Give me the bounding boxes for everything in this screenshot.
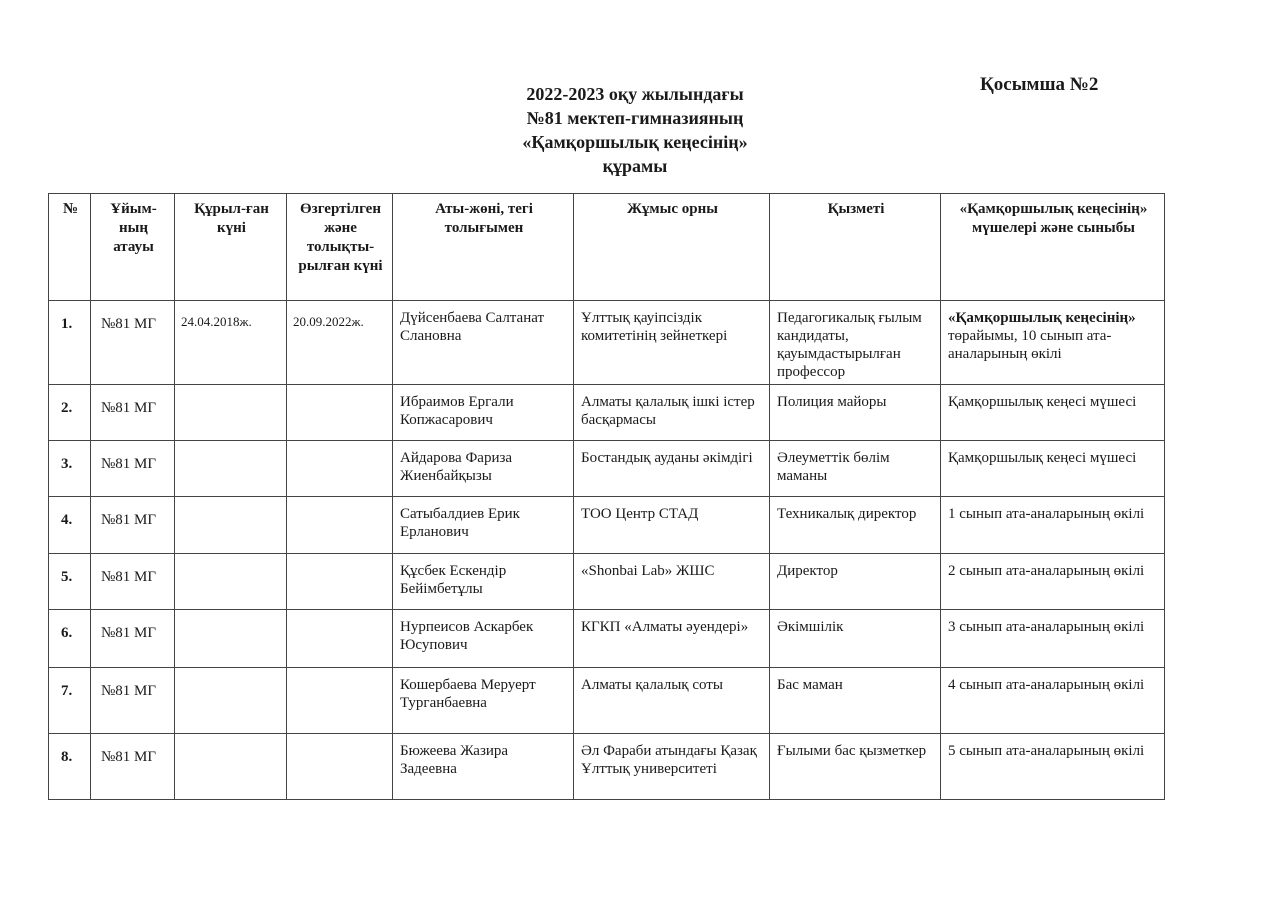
row-number: 2. xyxy=(49,385,91,441)
table-row xyxy=(49,554,1165,610)
row-changed-date xyxy=(287,610,393,668)
row-organization: №81 МГ xyxy=(91,554,175,610)
row-full-name: Нурпеисов Аскарбек Юсупович xyxy=(393,610,574,668)
row-workplace: Алматы қалалық ішкі істер басқармасы xyxy=(574,385,770,441)
row-number: 6. xyxy=(49,610,91,668)
table-row xyxy=(49,441,1165,497)
col-header-changed-date: Өзгертілген және толықты-рылған күні xyxy=(287,194,393,301)
row-organization: №81 МГ xyxy=(91,610,175,668)
row-number: 3. xyxy=(49,441,91,497)
row-position: Директор xyxy=(770,554,941,610)
row-number: 5. xyxy=(49,554,91,610)
council-name-bold: «Қамқоршылық кеңесінің» xyxy=(948,310,1136,326)
row-number: 4. xyxy=(49,497,91,554)
row-changed-date xyxy=(287,441,393,497)
row-council-role: 2 сынып ата-аналарының өкілі xyxy=(941,554,1165,610)
row-changed-date xyxy=(287,734,393,800)
row-changed-date xyxy=(287,497,393,554)
table-row xyxy=(49,301,1165,385)
row-full-name: Кошербаева Меруерт Турганбаевна xyxy=(393,668,574,734)
row-organization: №81 МГ xyxy=(91,441,175,497)
row-council-role: 4 сынып ата-аналарының өкілі xyxy=(941,668,1165,734)
table-header-row xyxy=(49,194,1165,301)
col-header-position: Қызметі xyxy=(770,194,941,301)
row-organization: №81 МГ xyxy=(91,385,175,441)
row-full-name: Құсбек Ескендір Бейімбетұлы xyxy=(393,554,574,610)
row-council-role xyxy=(941,301,1165,385)
council-roster-table xyxy=(48,193,1165,800)
row-full-name: Ибраимов Ергали Копжасарович xyxy=(393,385,574,441)
row-position: Бас маман xyxy=(770,668,941,734)
table-row xyxy=(49,385,1165,441)
row-created-date xyxy=(175,610,287,668)
table-row xyxy=(49,734,1165,800)
row-number: 8. xyxy=(49,734,91,800)
col-header-workplace: Жұмыс орны xyxy=(574,194,770,301)
row-position: Ғылыми бас қызметкер xyxy=(770,734,941,800)
title-line-4: құрамы xyxy=(602,156,668,176)
row-created-date xyxy=(175,734,287,800)
title-line-1: 2022-2023 оқу жылындағы xyxy=(526,84,744,104)
row-position: Педагогикалық ғылым кандидаты, қауымдастырылған профессор xyxy=(770,301,941,385)
row-created-date xyxy=(175,497,287,554)
row-council-role: 1 сынып ата-аналарының өкілі xyxy=(941,497,1165,554)
row-workplace: Бостандық ауданы әкімдігі xyxy=(574,441,770,497)
title-line-2: №81 мектеп-гимназияның xyxy=(526,108,744,128)
title-line-3: «Қамқоршылық кеңесінің» xyxy=(522,132,748,152)
council-role-text: төрайымы, 10 сынып ата-аналарының өкілі xyxy=(948,328,1112,362)
table-row xyxy=(49,668,1165,734)
row-council-role: Қамқоршылық кеңесі мүшесі xyxy=(941,385,1165,441)
row-number: 1. xyxy=(49,301,91,385)
row-changed-date xyxy=(287,554,393,610)
row-created-date: 24.04.2018ж. xyxy=(175,301,287,385)
row-workplace: Әл Фараби атындағы Қазақ Ұлттық университеті xyxy=(574,734,770,800)
row-created-date xyxy=(175,385,287,441)
col-header-number: № xyxy=(49,194,91,301)
row-full-name: Бюжеева Жазира Задеевна xyxy=(393,734,574,800)
row-position: Әлеуметтік бөлім маманы xyxy=(770,441,941,497)
row-number: 7. xyxy=(49,668,91,734)
col-header-created-date: Құрыл-ған күні xyxy=(175,194,287,301)
row-full-name: Айдарова Фариза Жиенбайқызы xyxy=(393,441,574,497)
row-organization: №81 МГ xyxy=(91,734,175,800)
row-council-role: 3 сынып ата-аналарының өкілі xyxy=(941,610,1165,668)
col-header-full-name: Аты-жөні, тегі толығымен xyxy=(393,194,574,301)
row-full-name: Дүйсенбаева Салтанат Слановна xyxy=(393,301,574,385)
row-organization: №81 МГ xyxy=(91,497,175,554)
table-row xyxy=(49,497,1165,554)
row-workplace: «Shonbai Lab» ЖШС xyxy=(574,554,770,610)
row-full-name: Сатыбалдиев Ерик Ерланович xyxy=(393,497,574,554)
annex-label: Қосымша №2 xyxy=(980,74,1099,95)
row-created-date xyxy=(175,554,287,610)
row-changed-date xyxy=(287,668,393,734)
row-organization: №81 МГ xyxy=(91,668,175,734)
row-workplace: ТОО Центр СТАД xyxy=(574,497,770,554)
row-organization: №81 МГ xyxy=(91,301,175,385)
row-created-date xyxy=(175,441,287,497)
table-row xyxy=(49,610,1165,668)
row-created-date xyxy=(175,668,287,734)
col-header-organization: Ұйым-ның атауы xyxy=(91,194,175,301)
row-council-role: 5 сынып ата-аналарының өкілі xyxy=(941,734,1165,800)
row-workplace: Алматы қалалық соты xyxy=(574,668,770,734)
col-header-council-role: «Қамқоршылық кеңесінің» мүшелері және сыныбы xyxy=(941,194,1165,301)
row-changed-date: 20.09.2022ж. xyxy=(287,301,393,385)
row-changed-date xyxy=(287,385,393,441)
row-position: Полиция майоры xyxy=(770,385,941,441)
document-title xyxy=(480,82,790,178)
row-position: Әкімшілік xyxy=(770,610,941,668)
row-council-role: Қамқоршылық кеңесі мүшесі xyxy=(941,441,1165,497)
row-workplace: Ұлттық қауіпсіздік комитетінің зейнеткері xyxy=(574,301,770,385)
row-workplace: КГКП «Алматы әуендері» xyxy=(574,610,770,668)
row-position: Техникалық директор xyxy=(770,497,941,554)
